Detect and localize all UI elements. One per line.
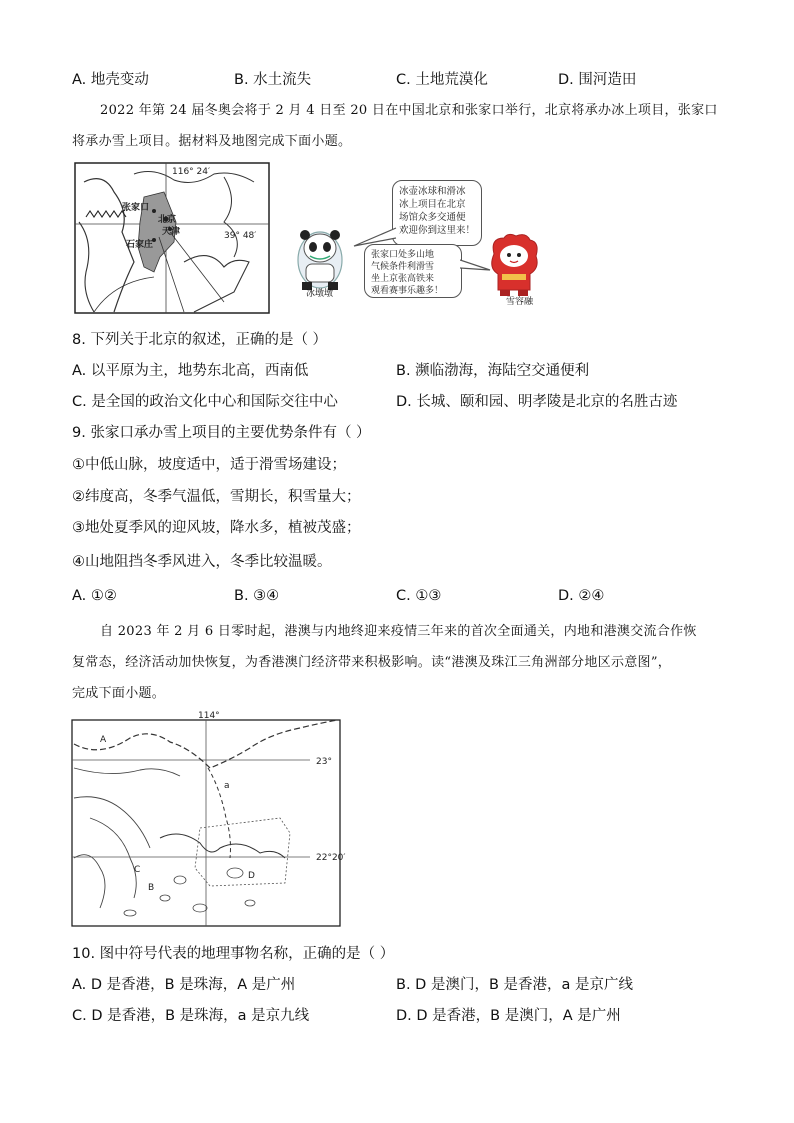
q9-stem: 9. 张家口承办雪上项目的主要优势条件有（ ） (72, 425, 371, 441)
q10-stem: 10. 图中符号代表的地理事物名称，正确的是（ ） (72, 946, 395, 962)
q10-option-b: B. D 是澳门，B 是香港，a 是京广线 (396, 977, 633, 993)
bubble1-line: 冰壶冰球和滑冰 (399, 186, 466, 197)
map2-latitude-23-label: 23° (316, 757, 332, 767)
shuey-rhon-rhon-label: 雪容融 (506, 297, 534, 307)
map2-label-d: D (248, 871, 255, 881)
q8-option-b: B. 濒临渤海，海陆空交通便利 (396, 363, 590, 379)
q7-option-a: A. 地壳变动 (72, 72, 149, 88)
q10-option-c: C. D 是香港，B 是珠海，a 是京九线 (72, 1008, 310, 1024)
map2-label-b: B (148, 883, 155, 893)
map2-label-a-upper: A (100, 735, 107, 745)
bing-dwen-dwen-label: 冰墩墩 (306, 289, 334, 299)
bubble1-line: 场馆众多交通便 (399, 212, 466, 223)
q7-option-d: D. 围河造田 (558, 72, 637, 88)
map2-label-c: C (134, 865, 141, 875)
bubble1-line: 欢迎你到这里来！ (399, 225, 476, 236)
q8-option-c: C. 是全国的政治文化中心和国际交往中心 (72, 394, 338, 410)
tianjin-label: 天津 (162, 227, 181, 237)
q9-option-b: B. ③④ (234, 588, 280, 604)
q7-option-c: C. 土地荒漠化 (396, 72, 488, 88)
q9-item-4: ④山地阻挡冬季风进入，冬季比较温暖。 (72, 554, 332, 570)
shijiazhuang-label: 石家庄 (126, 240, 154, 250)
map2-latitude-2220-label: 22°20′ (316, 853, 346, 863)
bing-dwen-dwen-image (292, 222, 348, 292)
mascot-speech-bubble-1 (392, 180, 482, 246)
bubble1-line: 冰上项目在北京 (399, 199, 466, 210)
passage1-line2: 将承办雪上项目。据材料及地图完成下面小题。 (72, 134, 352, 149)
q9-item-2: ②纬度高，冬季气温低，雪期长，积雪量大； (72, 489, 361, 505)
beijing-label: 北京 (158, 215, 177, 225)
map2-longitude-label: 114° (198, 711, 220, 721)
passage2-line3: 完成下面小题。 (72, 686, 166, 701)
zhangjiakou-label: 张家口 (122, 203, 150, 213)
passage1-line1: 2022 年第 24 届冬奥会将于 2 月 4 日至 20 日在中国北京和张家口举行，北京将承办冰上项目，张家口 (100, 103, 718, 118)
q9-item-3: ③地处夏季风的迎风坡，降水多，植被茂盛； (72, 520, 361, 536)
q10-option-a: A. D 是香港，B 是珠海，A 是广州 (72, 977, 296, 993)
q9-option-d: D. ②④ (558, 588, 605, 604)
pearl-river-delta-map (70, 708, 346, 930)
bubble2-line: 气候条件利滑雪 (371, 262, 435, 272)
bubble2-line: 张家口处多山地 (371, 250, 435, 260)
bubble2-line: 坐上京张高铁来 (371, 274, 435, 284)
map2-label-a-lower: a (224, 781, 230, 791)
passage2-line1: 自 2023 年 2 月 6 日零时起，港澳与内地终迎来疫情三年来的首次全面通关，内地和港澳交流合作恢 (100, 624, 697, 639)
q9-option-a: A. ①② (72, 588, 117, 604)
q9-item-1: ①中低山脉，坡度适中，适于滑雪场建设； (72, 457, 346, 473)
bubble2-line: 观看赛事乐趣多！ (371, 286, 444, 296)
q10-option-d: D. D 是香港，B 是澳门，A 是广州 (396, 1008, 621, 1024)
beijing-region-map (74, 162, 270, 314)
q8-stem: 8. 下列关于北京的叙述，正确的是（ ） (72, 332, 328, 348)
map1-latitude-label: 39° 48′ (224, 231, 257, 241)
passage2-line2: 复常态，经济活动加快恢复，为香港澳门经济带来积极影响。读“港澳及珠江三角洲部分地区示意图”， (72, 655, 672, 670)
q8-option-a: A. 以平原为主，地势东北高，西南低 (72, 363, 309, 379)
shuey-rhon-rhon-image (486, 232, 542, 298)
q9-option-c: C. ①③ (396, 588, 442, 604)
map1-longitude-label: 116° 24′ (172, 167, 211, 177)
q8-option-d: D. 长城、颐和园、明孝陵是北京的名胜古迹 (396, 394, 678, 410)
mascot-speech-bubble-2 (364, 244, 462, 298)
q7-option-b: B. 水土流失 (234, 72, 312, 88)
